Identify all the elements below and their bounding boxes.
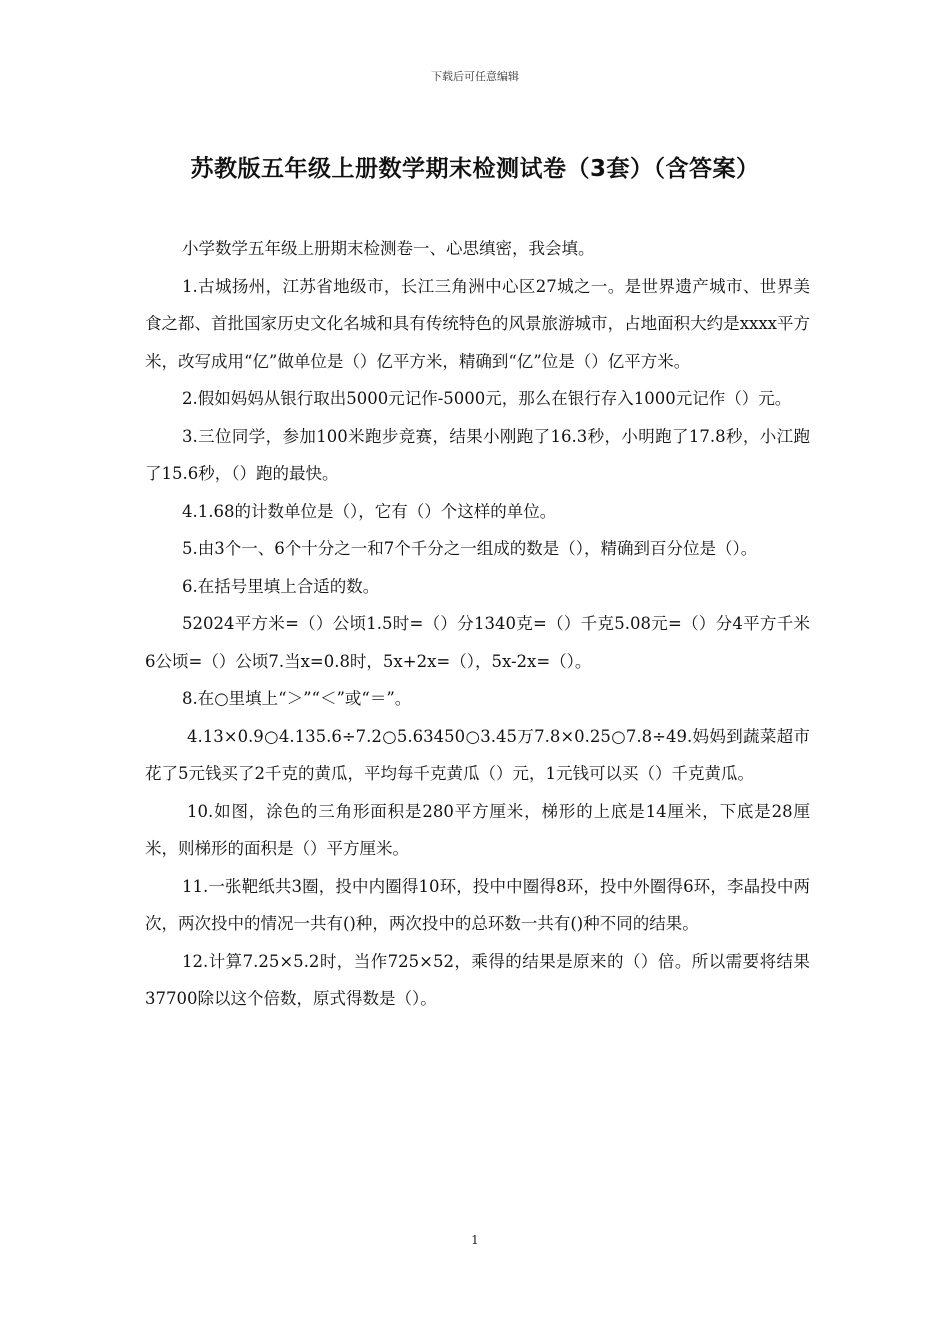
question-3: 3.三位同学，参加100米跑步竞赛，结果小刚跑了16.3秒，小明跑了17.8秒，小江跑了15.6秒，（）跑的最快。 <box>145 426 810 483</box>
page-title: 苏教版五年级上册数学期末检测试卷（3套）（含答案） <box>190 156 760 182</box>
question-2: 2.假如妈妈从银行取出5000元记作-5000元，那么在银行存入1000元记作（）元。 <box>182 389 792 408</box>
question-8: 8.在○里填上“＞”“＜”或“＝”。 <box>182 689 412 708</box>
question-5: 5.由3个一、6个十分之一和7个千分之一组成的数是（），精确到百分位是（）。 <box>182 539 758 558</box>
question-6-items: 52024平方米=（）公顷1.5时=（）分1340克=（）千克5.08元=（）分4平方千米6公顷=（）公顷7.当x=0.8时，5x+2x=（），5x-2x=（）。 <box>145 614 810 671</box>
section-intro: 小学数学五年级上册期末检测卷一、心思缜密，我会填。 <box>182 239 595 258</box>
question-11: 11.一张靶纸共3圈，投中内圈得10环，投中中圈得8环，投中外圈得6环，李晶投中两次，两次投中的情况一共有()种，两次投中的总环数一共有()种不同的结果。 <box>145 876 810 933</box>
question-4: 4.1.68的计数单位是（），它有（）个这样的单位。 <box>182 501 557 521</box>
header-note: 下载后可任意编辑 <box>431 70 519 83</box>
question-6: 6.在括号里填上合适的数。 <box>182 576 380 596</box>
document-body <box>145 230 810 1018</box>
question-8-items: 4.13×0.9○4.135.6÷7.2○5.63450○3.45万7.8×0.25○7.8÷49.妈妈到蔬菜超市花了5元钱买了2千克的黄瓜，平均每千克黄瓜（）元，1元钱可以买（）千克黄瓜。 <box>145 726 810 783</box>
question-1: 1.古城扬州，江苏省地级市，长江三角洲中心区27城之一。是世界遗产城市、世界美食之都、首批国家历史文化名城和具有传统特色的风景旅游城市，占地面积大约是xxxx平方米，改写成用“亿”做单位是（）亿平方米，精确到“亿”位是（）亿平方米。 <box>145 276 810 371</box>
question-10: 10.如图，涂色的三角形面积是280平方厘米，梯形的上底是14厘米，下底是28厘米，则梯形的面积是（）平方厘米。 <box>145 801 810 858</box>
page-number: 1 <box>471 1233 479 1247</box>
question-12: 12.计算7.25×5.2时，当作725×52，乘得的结果是原来的（）倍。所以需要将结果37700除以这个倍数，原式得数是（）。 <box>145 951 810 1008</box>
